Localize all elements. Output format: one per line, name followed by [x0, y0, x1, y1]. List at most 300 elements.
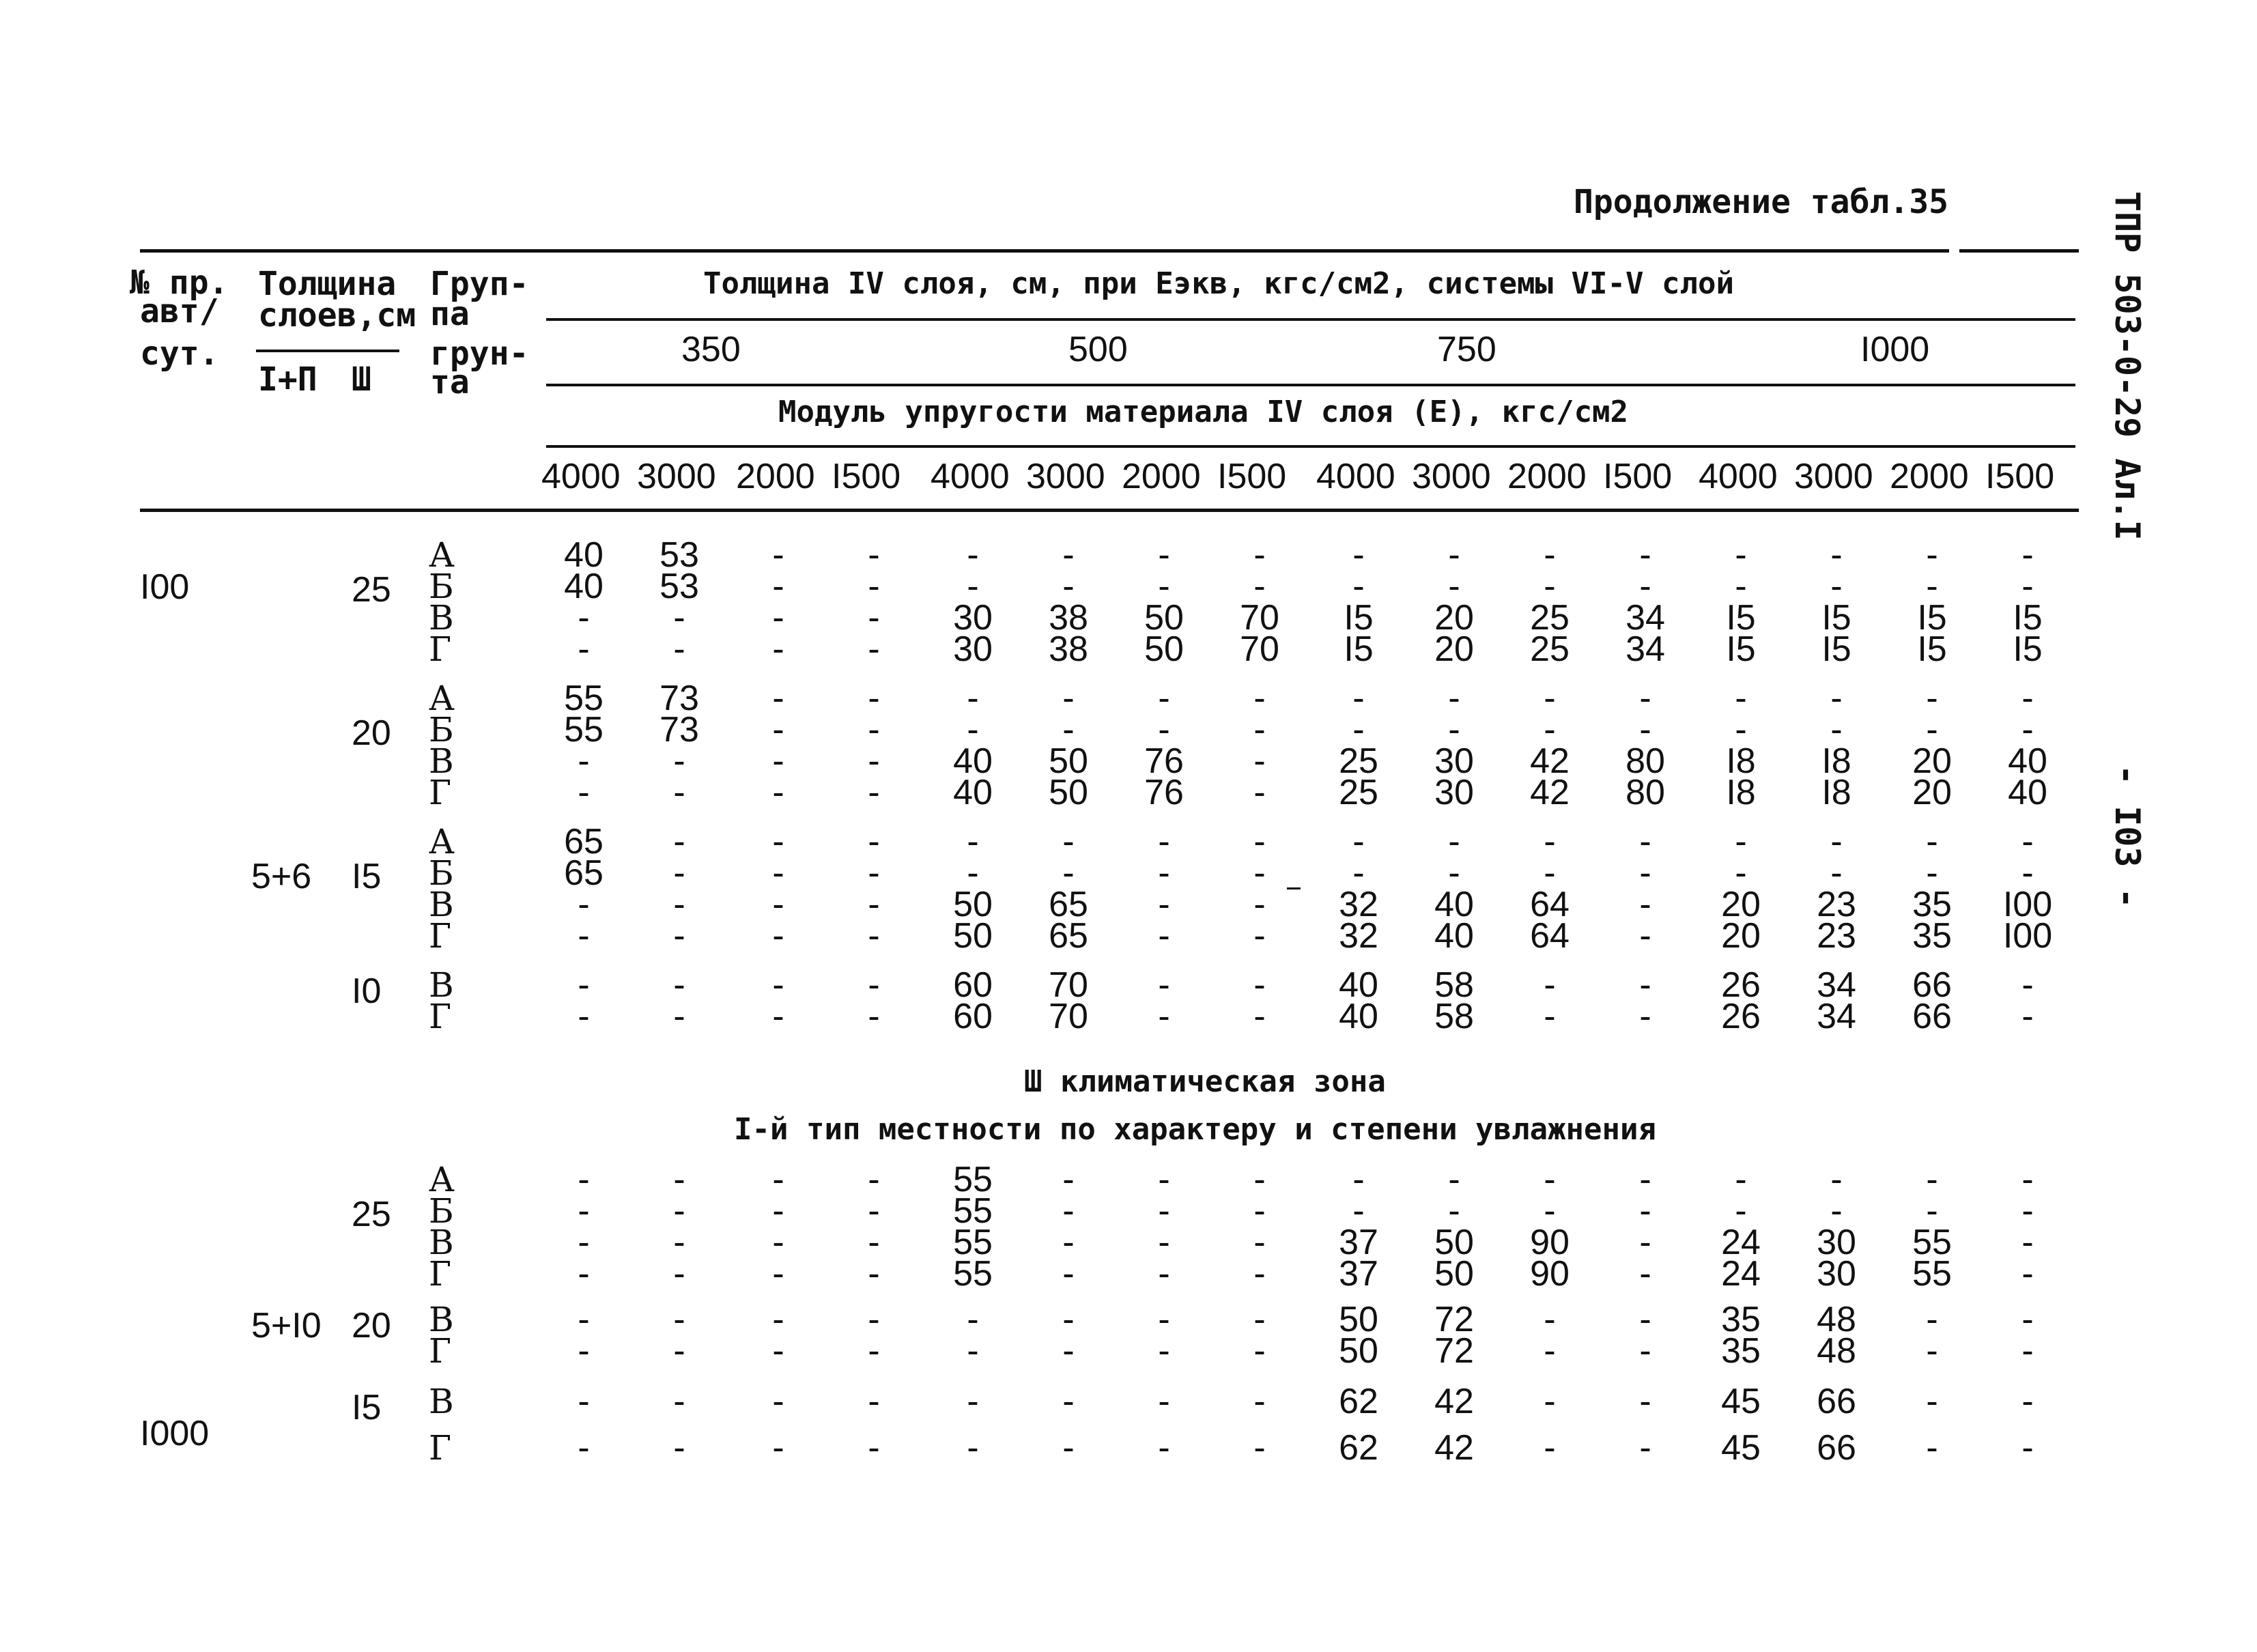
table-cell: -	[1639, 1160, 1651, 1199]
table-cell: I5	[1821, 598, 1851, 638]
group-header-4: та	[430, 363, 470, 401]
table-cell: -	[673, 773, 685, 812]
table-cell: 20	[1912, 773, 1952, 812]
table-cell: -	[868, 598, 880, 638]
table-cell: 50	[953, 916, 993, 956]
table-cell: -	[1926, 853, 1938, 893]
table-cell: -	[673, 598, 685, 638]
table-cell: -	[578, 598, 590, 638]
soil-group-letter: В	[429, 885, 454, 924]
table-cell: -	[772, 1160, 784, 1199]
table-cell: -	[1639, 535, 1651, 575]
modulus-value: 4000	[1699, 457, 1778, 496]
table-cell: -	[1639, 822, 1651, 861]
table-cell: -	[868, 997, 880, 1036]
group-header-1: Груп-	[430, 265, 529, 303]
table-cell: -	[1158, 1223, 1170, 1262]
table-cell: -	[1926, 822, 1938, 861]
table-cell: -	[1158, 1160, 1170, 1199]
table-cell: -	[673, 1428, 685, 1468]
table-cell: 40	[564, 567, 604, 606]
climatic-zone-title: Ш климатическая зона	[1024, 1064, 1386, 1099]
table-cell: -	[1830, 853, 1843, 893]
table-cell: 20	[1721, 916, 1761, 956]
soil-group-letter: Г	[429, 1254, 452, 1294]
table-cell: 50	[1434, 1223, 1474, 1262]
thickness-12-value: 5+I0	[251, 1306, 322, 1345]
table-cell: -	[1639, 1191, 1651, 1231]
table-cell: -	[1448, 679, 1460, 718]
table-cell: 30	[1434, 773, 1474, 812]
table-cell: 45	[1721, 1428, 1761, 1468]
table-cell: -	[1544, 1160, 1556, 1199]
soil-group-letter: В	[429, 965, 454, 1005]
table-cell: -	[1735, 710, 1747, 750]
table-cell: -	[1639, 853, 1651, 893]
table-cell: 50	[1144, 629, 1184, 669]
table-cell: 34	[1817, 997, 1856, 1036]
table-cell: 37	[1339, 1223, 1378, 1262]
table-cell: 64	[1530, 885, 1570, 924]
table-cell: -	[1926, 1300, 1938, 1339]
table-cell: -	[2021, 1428, 2034, 1468]
modulus-value: 4000	[541, 457, 621, 496]
table-cell: -	[1448, 567, 1460, 606]
table-cell: -	[1448, 535, 1460, 575]
table-cell: -	[1830, 1191, 1843, 1231]
modulus-value: I500	[1985, 457, 2055, 496]
modulus-value: 3000	[1026, 457, 1105, 496]
table-cell: 24	[1721, 1254, 1761, 1294]
table-cell: -	[1253, 822, 1266, 861]
table-cell: -	[578, 773, 590, 812]
table-cell: 55	[953, 1254, 993, 1294]
table-cell: 50	[1049, 773, 1088, 812]
table-cell: -	[1448, 822, 1460, 861]
table-cell: 58	[1434, 965, 1474, 1005]
table-cell: -	[1830, 535, 1843, 575]
table-cell: -	[772, 822, 784, 861]
table-cell: 55	[953, 1160, 993, 1199]
table-cell: I8	[1821, 773, 1851, 812]
table-cell: -	[772, 997, 784, 1036]
table-cell: -	[1639, 965, 1651, 1005]
table-cell: 55	[1912, 1254, 1952, 1294]
table-cell: -	[673, 1331, 685, 1371]
table-cell: 66	[1817, 1428, 1856, 1468]
table-cell: -	[868, 535, 880, 575]
thickness-3-value: I5	[352, 857, 382, 896]
table-cell: -	[1544, 997, 1556, 1036]
thickness-3-value: I0	[352, 971, 382, 1011]
table-cell: -	[1253, 535, 1266, 575]
table-cell: -	[1158, 822, 1170, 861]
soil-group-letter: А	[429, 822, 455, 861]
table-cell: -	[772, 535, 784, 575]
table-cell: 66	[1912, 965, 1952, 1005]
table-cell: 55	[953, 1191, 993, 1231]
table-cell: -	[967, 567, 979, 606]
table-cell: -	[1639, 1223, 1651, 1262]
table-cell: 25	[1339, 773, 1378, 812]
table-cell: 65	[564, 853, 604, 893]
table-cell: 55	[564, 679, 604, 718]
table-cell: 20	[1434, 598, 1474, 638]
table-cell: -	[1639, 679, 1651, 718]
table-cell: -	[868, 1428, 880, 1468]
group-header-2: па	[430, 295, 470, 333]
table-cell: -	[1830, 567, 1843, 606]
table-cell: 55	[564, 710, 604, 750]
table-cell: -	[673, 1254, 685, 1294]
table-cell: -	[1062, 679, 1075, 718]
table-cell: -	[1253, 1191, 1266, 1231]
table-cell: I5	[1344, 629, 1374, 669]
main-header-title: Толщина IV слоя, см, при Еэкв, кгс/см2, системы VI-V слой	[703, 266, 1734, 301]
thickness-header-1: Толщина	[258, 265, 397, 303]
terrain-type-title: I-й тип местности по характеру и степени увлажнения	[734, 1112, 1657, 1147]
table-cell: -	[1639, 1331, 1651, 1371]
table-cell: -	[1352, 535, 1365, 575]
table-cell: 20	[1912, 741, 1952, 781]
table-cell: -	[1253, 741, 1266, 781]
table-cell: -	[868, 629, 880, 669]
table-cell: -	[967, 1300, 979, 1339]
table-cell: I8	[1821, 741, 1851, 781]
table-cell: -	[673, 1300, 685, 1339]
table-cell: -	[772, 629, 784, 669]
table-cell: 45	[1721, 1382, 1761, 1421]
table-cell: 72	[1434, 1300, 1474, 1339]
table-cell: -	[1639, 997, 1651, 1036]
eeq-rule	[546, 318, 2075, 321]
table-cell: -	[967, 535, 979, 575]
table-cell: 40	[2008, 773, 2047, 812]
table-cell: 60	[953, 965, 993, 1005]
table-cell: -	[868, 773, 880, 812]
table-cell: -	[578, 1300, 590, 1339]
table-cell: -	[1158, 1331, 1170, 1371]
table-cell: -	[868, 916, 880, 956]
table-cell: -	[578, 1191, 590, 1231]
table-cell: 50	[1144, 598, 1184, 638]
table-cell: -	[1639, 567, 1651, 606]
table-cell: -	[1253, 1223, 1266, 1262]
table-cell: -	[1253, 965, 1266, 1005]
modulus-values-rule	[546, 445, 2075, 448]
table-cell: -	[1544, 1191, 1556, 1231]
table-cell: -	[578, 1223, 590, 1262]
table-cell: -	[1352, 1191, 1365, 1231]
table-cell: -	[772, 1223, 784, 1262]
thickness-3-value: 25	[352, 570, 391, 610]
table-cell: -	[1639, 1382, 1651, 1421]
table-cell: -	[1062, 1160, 1075, 1199]
table-cell: I8	[1726, 773, 1756, 812]
table-cell: -	[1158, 1254, 1170, 1294]
table-cell: -	[868, 885, 880, 924]
table-cell: -	[1735, 1191, 1747, 1231]
table-cell: 66	[1817, 1382, 1856, 1421]
table-cell: 73	[659, 710, 699, 750]
table-cell: -	[967, 1382, 979, 1421]
soil-group-letter: Г	[429, 916, 452, 956]
table-cell: -	[1062, 853, 1075, 893]
table-cell: -	[1926, 1160, 1938, 1199]
table-cell: -	[1253, 1382, 1266, 1421]
modulus-value: 3000	[637, 457, 716, 496]
modulus-value: 2000	[1890, 457, 1969, 496]
table-cell: -	[1158, 1428, 1170, 1468]
table-cell: -	[1735, 1160, 1747, 1199]
table-cell: -	[1062, 1254, 1075, 1294]
table-cell: -	[1158, 916, 1170, 956]
table-cell: 40	[2008, 741, 2047, 781]
table-cell: -	[1926, 710, 1938, 750]
table-cell: -	[1253, 1160, 1266, 1199]
table-cell: 53	[659, 535, 699, 575]
soil-group-letter: Б	[429, 853, 454, 893]
table-cell: -	[1830, 822, 1843, 861]
table-cell: -	[2021, 710, 2034, 750]
table-cell: 70	[1049, 965, 1088, 1005]
table-cell: 70	[1240, 629, 1279, 669]
thickness-sub-1: I+П	[258, 360, 317, 399]
table-cell: -	[772, 916, 784, 956]
table-cell: -	[772, 773, 784, 812]
table-cell: -	[772, 1331, 784, 1371]
table-cell: 76	[1144, 773, 1184, 812]
table-cell: -	[673, 1191, 685, 1231]
table-cell: 25	[1339, 741, 1378, 781]
table-cell: -	[1544, 535, 1556, 575]
table-cell: -	[1158, 885, 1170, 924]
page-number: - I03 -	[2107, 765, 2147, 909]
table-cell: 62	[1339, 1382, 1378, 1421]
traffic-header-3: сут.	[140, 334, 219, 373]
table-cell: -	[1926, 567, 1938, 606]
table-cell: -	[2021, 853, 2034, 893]
modulus-value: 3000	[1794, 457, 1873, 496]
table-cell: 32	[1339, 885, 1378, 924]
table-cell: -	[1062, 535, 1075, 575]
table-cell: 40	[1434, 916, 1474, 956]
table-cell: -	[1253, 773, 1266, 812]
table-cell: -	[1544, 1428, 1556, 1468]
table-cell: I5	[1344, 598, 1374, 638]
table-cell: -	[673, 1223, 685, 1262]
modulus-value: 2000	[1507, 457, 1587, 496]
table-cell: -	[868, 1254, 880, 1294]
table-cell: -	[868, 1331, 880, 1371]
table-cell: 40	[1434, 885, 1474, 924]
table-cell: -	[868, 853, 880, 893]
table-cell: -	[1158, 965, 1170, 1005]
table-cell: -	[772, 1191, 784, 1231]
table-cell: -	[673, 629, 685, 669]
header-bottom-rule	[140, 509, 2079, 512]
table-cell: 38	[1049, 598, 1088, 638]
table-cell: -	[1639, 1428, 1651, 1468]
soil-group-letter: В	[429, 741, 454, 781]
soil-group-letter: Г	[429, 629, 452, 669]
table-cell: -	[1926, 1191, 1938, 1231]
thickness-header-2: слоев,см	[258, 296, 416, 334]
table-cell: -	[673, 741, 685, 781]
modulus-title-rule	[546, 384, 2075, 386]
table-cell: -	[1448, 853, 1460, 893]
table-cell: 35	[1912, 885, 1952, 924]
table-cell: -	[1253, 885, 1266, 924]
table-cell: -	[967, 1428, 979, 1468]
traffic-value: I000	[140, 1414, 210, 1453]
table-cell: -	[1926, 1428, 1938, 1468]
table-cell: -	[1158, 997, 1170, 1036]
table-cell: I5	[1726, 598, 1756, 638]
table-cell: -	[1448, 710, 1460, 750]
modulus-value: I500	[1603, 457, 1673, 496]
table-cell: 26	[1721, 965, 1761, 1005]
table-cell: -	[1253, 1300, 1266, 1339]
table-cell: 80	[1626, 773, 1665, 812]
table-cell: -	[772, 885, 784, 924]
table-cell: I5	[1917, 629, 1947, 669]
table-cell: I5	[1821, 629, 1851, 669]
table-cell: -	[868, 710, 880, 750]
table-cell: -	[1352, 853, 1365, 893]
table-cell: I8	[1726, 741, 1756, 781]
table-cell: 72	[1434, 1331, 1474, 1371]
table-cell: 34	[1626, 629, 1665, 669]
modulus-value: I500	[1217, 457, 1287, 496]
table-cell: -	[868, 1300, 880, 1339]
table-cell: -	[772, 1300, 784, 1339]
table-cell: -	[1253, 1331, 1266, 1371]
table-cell: -	[1735, 567, 1747, 606]
table-cell: 35	[1721, 1331, 1761, 1371]
table-cell: -	[1062, 1223, 1075, 1262]
table-cell: 40	[564, 535, 604, 575]
table-cell: -	[578, 885, 590, 924]
table-cell: -	[1544, 679, 1556, 718]
soil-group-letter: А	[429, 535, 455, 575]
table-cell: 90	[1530, 1223, 1570, 1262]
table-cell: -	[1544, 1300, 1556, 1339]
table-cell: 60	[953, 997, 993, 1036]
table-cell: -	[868, 567, 880, 606]
table-cell: 30	[1817, 1254, 1856, 1294]
table-cell: 48	[1817, 1331, 1856, 1371]
table-cell: -	[673, 1382, 685, 1421]
table-cell: 50	[1049, 741, 1088, 781]
table-cell: -	[1544, 965, 1556, 1005]
table-cell: -	[578, 1428, 590, 1468]
table-cell: -	[2021, 997, 2034, 1036]
table-cell: -	[772, 567, 784, 606]
table-cell: -	[1735, 679, 1747, 718]
table-cell: -	[1926, 679, 1938, 718]
table-cell: -	[1062, 1428, 1075, 1468]
table-cell: 58	[1434, 997, 1474, 1036]
table-cell: -	[1639, 885, 1651, 924]
modulus-value: 2000	[736, 457, 815, 496]
modulus-value: 4000	[931, 457, 1010, 496]
thickness-3-value: 25	[352, 1195, 391, 1234]
table-cell: 40	[1339, 997, 1378, 1036]
table-cell: 40	[953, 741, 993, 781]
table-cell: 42	[1434, 1382, 1474, 1421]
table-cell: -	[2021, 1331, 2034, 1371]
table-cell: -	[1253, 916, 1266, 956]
thickness-3-value: 20	[352, 1306, 391, 1345]
table-cell: -	[1158, 710, 1170, 750]
soil-group-letter: А	[429, 1160, 455, 1199]
table-cell: 30	[953, 598, 993, 638]
table-cell: -	[578, 997, 590, 1036]
table-cell: 26	[1721, 997, 1761, 1036]
table-cell: -	[1062, 710, 1075, 750]
table-cell: -	[1735, 535, 1747, 575]
table-cell: -	[1735, 853, 1747, 893]
table-cell: -	[1062, 1331, 1075, 1371]
table-cell: -	[1352, 710, 1365, 750]
table-cell: -	[1158, 853, 1170, 893]
thickness-3-value: I5	[352, 1388, 382, 1427]
table-cell: -	[1352, 679, 1365, 718]
table-cell: I5	[2013, 598, 2043, 638]
group-header-3: грун-	[430, 334, 529, 373]
table-cell: -	[868, 1223, 880, 1262]
table-cell: -	[1352, 822, 1365, 861]
table-cell: 70	[1049, 997, 1088, 1036]
table-cell: -	[1158, 567, 1170, 606]
table-cell: -	[1253, 1254, 1266, 1294]
traffic-value: I00	[140, 567, 190, 607]
table-cell: 40	[1339, 965, 1378, 1005]
table-cell: 55	[953, 1223, 993, 1262]
table-cell: -	[868, 1160, 880, 1199]
table-cell: -	[673, 1160, 685, 1199]
table-cell: -	[578, 1331, 590, 1371]
table-cell: -	[1158, 1300, 1170, 1339]
table-cell: -	[578, 1160, 590, 1199]
table-cell: -	[1544, 1331, 1556, 1371]
table-cell: -	[673, 965, 685, 1005]
table-cell: -	[1830, 679, 1843, 718]
table-cell: 34	[1626, 598, 1665, 638]
table-cell: -	[673, 885, 685, 924]
table-cell: -	[578, 965, 590, 1005]
table-cell: -	[868, 1382, 880, 1421]
table-cell: 23	[1817, 916, 1856, 956]
table-cell: 76	[1144, 741, 1184, 781]
table-cell: -	[2021, 1382, 2034, 1421]
table-cell: 30	[1817, 1223, 1856, 1262]
table-cell: -	[1544, 853, 1556, 893]
modulus-value: 3000	[1412, 457, 1491, 496]
table-cell: -	[673, 822, 685, 861]
table-cell: -	[578, 1382, 590, 1421]
table-cell: -	[2021, 965, 2034, 1005]
table-cell: 37	[1339, 1254, 1378, 1294]
table-cell: -	[1253, 679, 1266, 718]
table-cell: -	[1639, 1254, 1651, 1294]
table-cell: 70	[1240, 598, 1279, 638]
table-cell: -	[1253, 710, 1266, 750]
table-cell: 24	[1721, 1223, 1761, 1262]
modulus-value: I500	[832, 457, 901, 496]
table-cell: -	[772, 598, 784, 638]
